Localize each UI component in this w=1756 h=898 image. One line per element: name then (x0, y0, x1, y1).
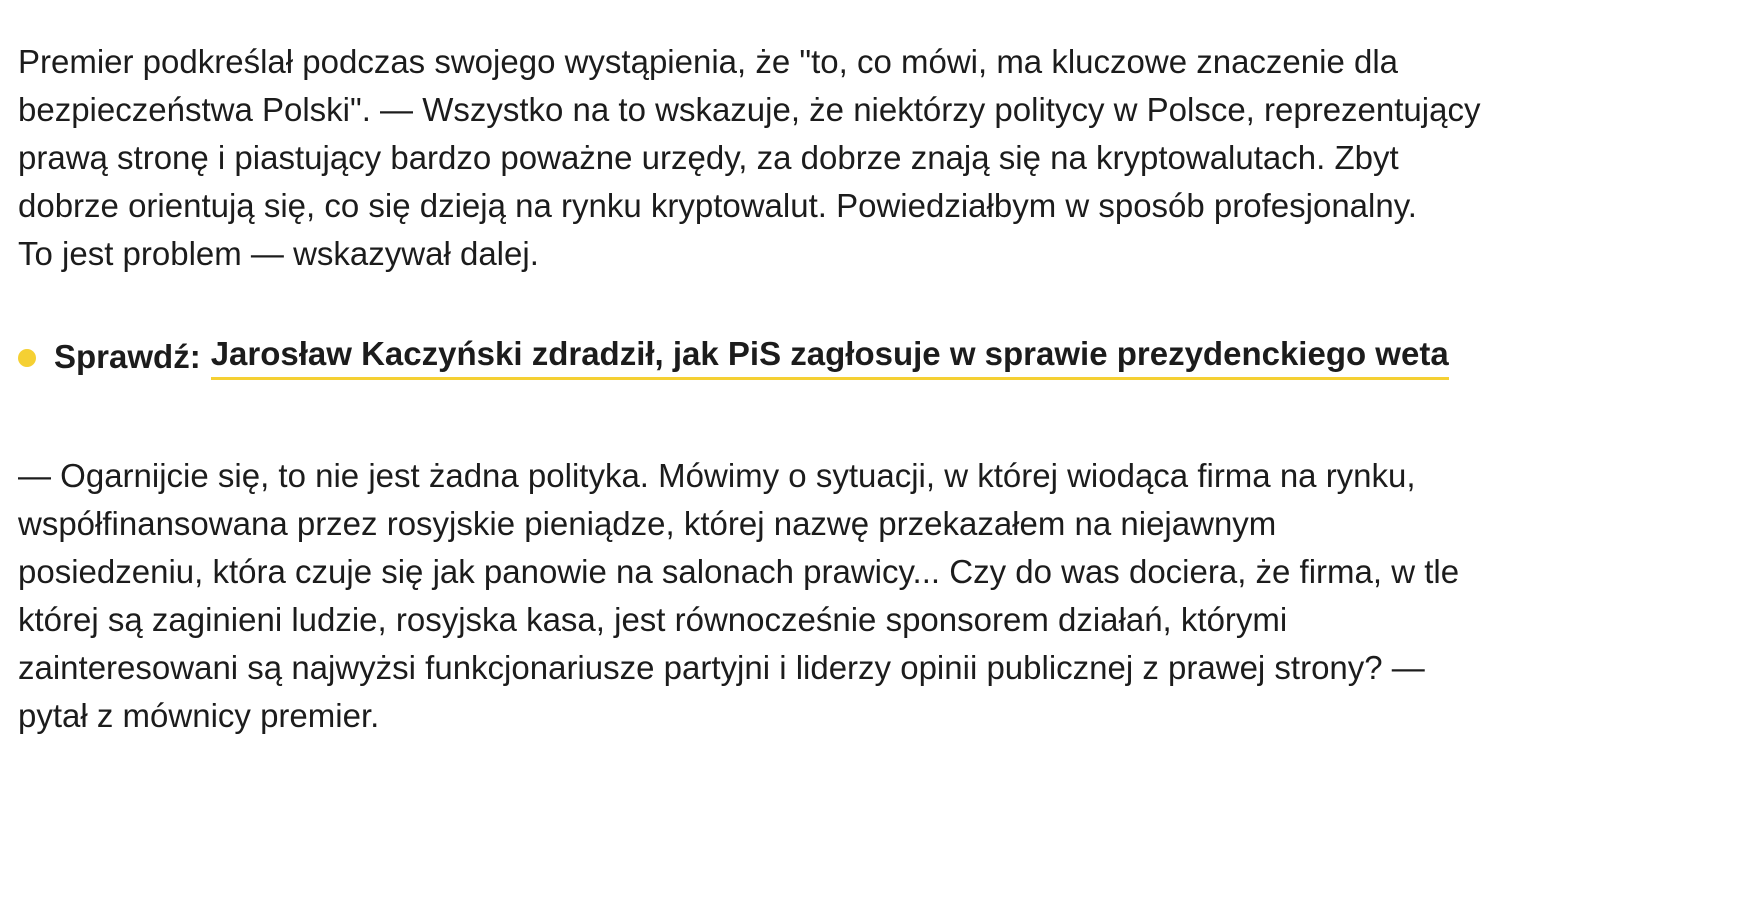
related-prefix: Sprawdź: (54, 338, 201, 375)
paragraph-line: Premier podkreślał podczas swojego wystąpienia, że "to, co mówi, ma kluczowe znaczenie dla (18, 43, 1399, 80)
paragraph-line: współfinansowana przez rosyjskie pieniądze, której nazwę przekazałem na niejawnym (18, 505, 1277, 542)
paragraph-line: dobrze orientują się, co się dzieją na rynku kryptowalut. Powiedziałbym w sposób profesjonalny. (18, 187, 1417, 224)
paragraph-line: — Ogarnijcie się, to nie jest żadna polityka. Mówimy o sytuacji, w której wiodąca firma na rynku, (18, 457, 1416, 494)
paragraph-line: pytał z mównicy premier. (18, 697, 380, 734)
paragraph-line: zainteresowani są najwyżsi funkcjonariusze partyjni i liderzy opinii publicznej z prawej strony? — (18, 649, 1425, 686)
article-paragraph (18, 38, 1738, 278)
related-article-link[interactable]: Jarosław Kaczyński zdradził, jak PiS zagłosuje w sprawie prezydenckiego weta (211, 335, 1449, 380)
paragraph-line: posiedzeniu, która czuje się jak panowie na salonach prawicy... Czy do was dociera, że firma, w tle (18, 553, 1460, 590)
paragraph-line: której są zaginieni ludzie, rosyjska kasa, jest równocześnie sponsorem działań, którymi (18, 601, 1288, 638)
paragraph-line: To jest problem — wskazywał dalej. (18, 235, 539, 272)
bullet-dot-icon (18, 349, 36, 367)
related-article (18, 332, 1449, 382)
article-paragraph (18, 452, 1738, 740)
paragraph-line: prawą stronę i piastujący bardzo poważne urzędy, za dobrze znają się na kryptowalutach. Zbyt (18, 139, 1399, 176)
paragraph-line: bezpieczeństwa Polski". — Wszystko na to wskazuje, że niektórzy politycy w Polsce, reprezentujący (18, 91, 1481, 128)
